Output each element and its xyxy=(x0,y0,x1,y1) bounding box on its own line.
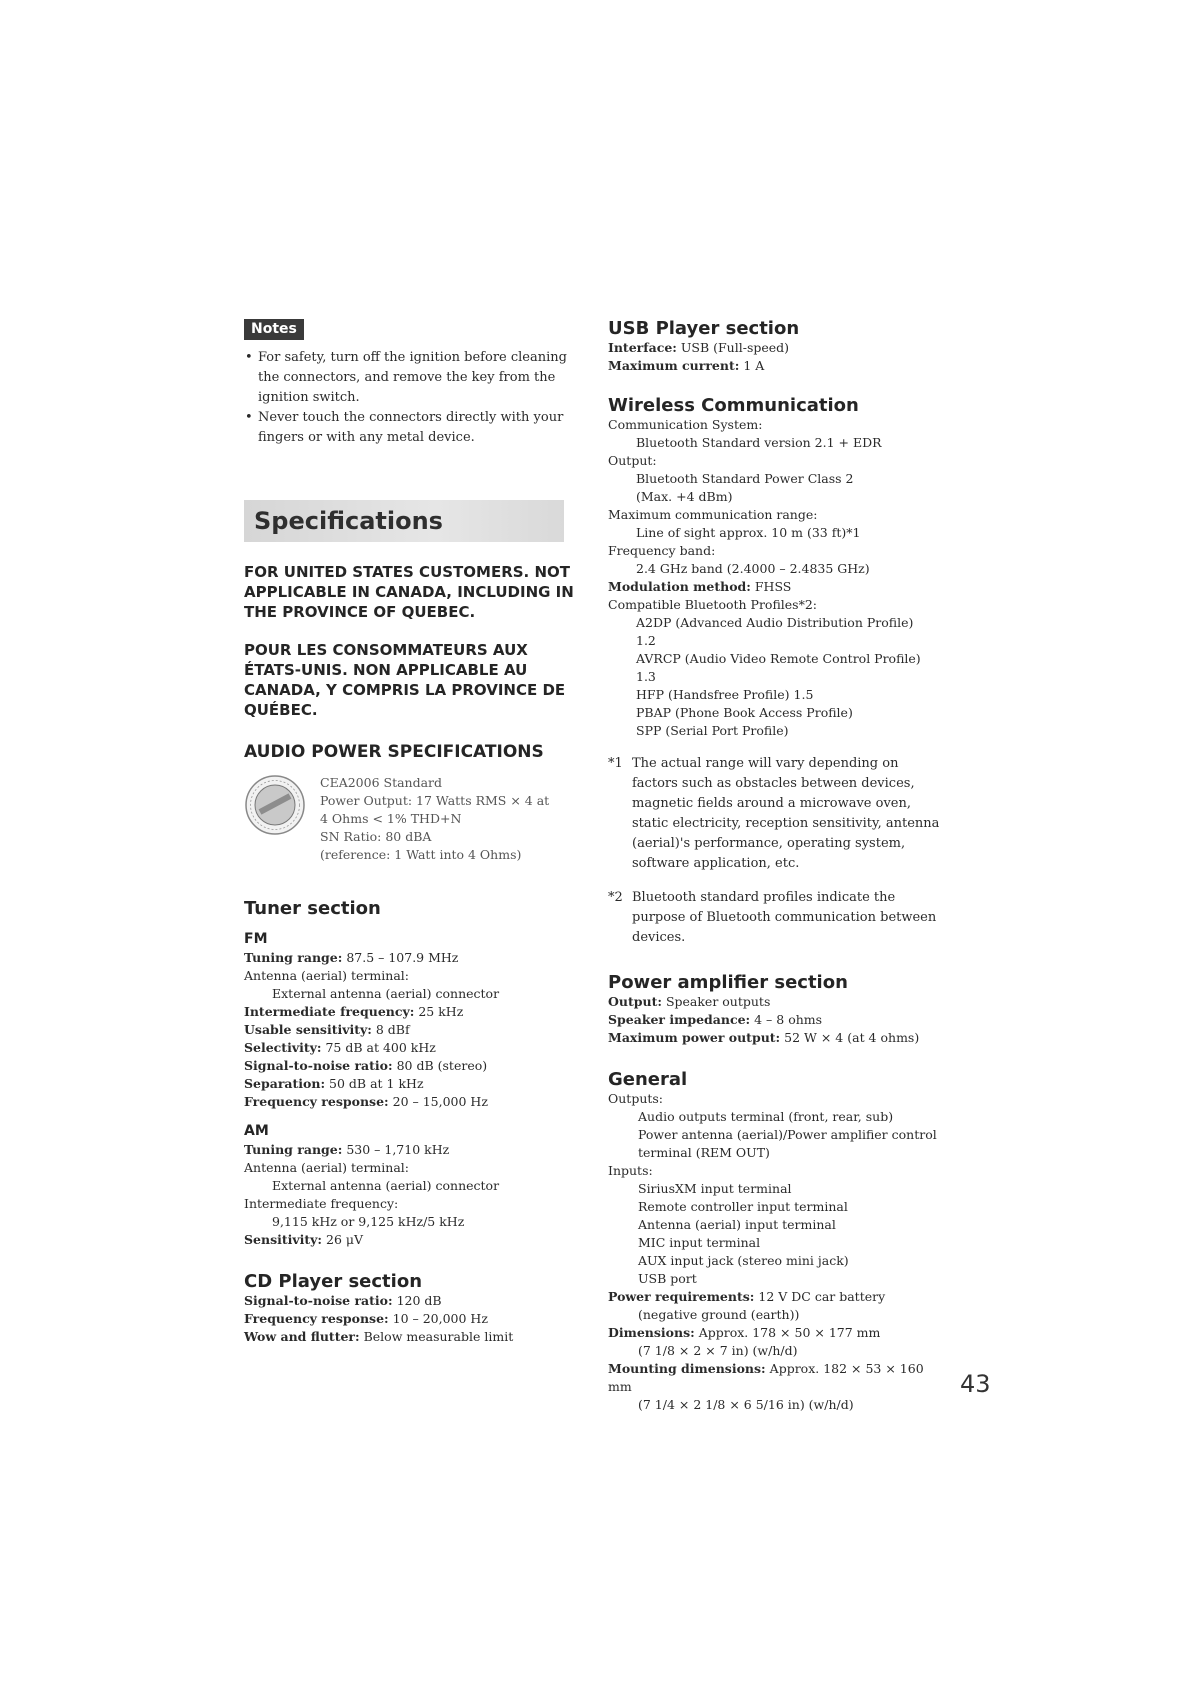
note-item: • Never touch the connectors directly with your fingers or with any metal device. xyxy=(244,408,574,448)
spec-value: (7 1/4 × 2 1/8 × 6 5/16 in) (w/h/d) xyxy=(638,1397,854,1412)
audio-line: (reference: 1 Watt into 4 Ohms) xyxy=(320,847,522,862)
spec-value: USB port xyxy=(638,1271,697,1286)
spec-row: Frequency response: 10 – 20,000 Hz xyxy=(244,1311,488,1326)
audio-power-heading: AUDIO POWER SPECIFICATIONS xyxy=(244,742,544,762)
profile-item: AVRCP (Audio Video Remote Control Profile) xyxy=(636,651,921,666)
profile-item: A2DP (Advanced Audio Distribution Profile) xyxy=(636,615,914,630)
spec-value: (7 1/8 × 2 × 7 in) (w/h/d) xyxy=(638,1343,798,1358)
spec-row: Tuning range: 87.5 – 107.9 MHz xyxy=(244,950,459,965)
tuner-heading: Tuner section xyxy=(244,898,381,919)
right-column xyxy=(608,318,948,1414)
footnote-mark: *1 xyxy=(608,756,623,771)
spec-value: Remote controller input terminal xyxy=(638,1199,848,1214)
spec-row: Maximum communication range: xyxy=(608,507,818,522)
spec-row: Inputs: xyxy=(608,1163,653,1178)
cd-heading: CD Player section xyxy=(244,1271,423,1292)
fm-heading: FM xyxy=(244,931,268,947)
spec-value: External antenna (aerial) connector xyxy=(272,986,500,1001)
spec-value: Bluetooth Standard Power Class 2 xyxy=(636,471,854,486)
spec-row: Speaker impedance: 4 – 8 ohms xyxy=(608,1012,823,1027)
spec-row: Modulation method: FHSS xyxy=(608,579,792,594)
profile-item: SPP (Serial Port Profile) xyxy=(636,723,789,738)
page-number: 43 xyxy=(960,1370,991,1398)
spec-value: Power antenna (aerial)/Power amplifier control xyxy=(638,1127,937,1142)
spec-row: Dimensions: Approx. 178 × 50 × 177 mm xyxy=(608,1325,881,1340)
spec-row: Antenna (aerial) terminal: xyxy=(244,968,409,983)
spec-row: Maximum current: 1 A xyxy=(608,358,765,373)
spec-value: 2.4 GHz band (2.4000 – 2.4835 GHz) xyxy=(636,561,870,576)
us-customers-notice: FOR UNITED STATES CUSTOMERS. NOT APPLICABLE IN CANADA, INCLUDING IN THE PROVINCE OF QUEBEC. xyxy=(244,563,574,621)
audio-line: 4 Ohms < 1% THD+N xyxy=(320,811,462,826)
spec-row: Frequency response: 20 – 15,000 Hz xyxy=(244,1094,488,1109)
spec-value: SiriusXM input terminal xyxy=(638,1181,792,1196)
footnote-mark: *2 xyxy=(608,890,623,905)
audio-line: SN Ratio: 80 dBA xyxy=(320,829,432,844)
spec-row: Separation: 50 dB at 1 kHz xyxy=(244,1076,424,1091)
audio-line: CEA2006 Standard xyxy=(320,775,443,790)
spec-row: Selectivity: 75 dB at 400 kHz xyxy=(244,1040,436,1055)
spec-value: Audio outputs terminal (front, rear, sub) xyxy=(638,1109,894,1124)
usb-heading: USB Player section xyxy=(608,318,800,339)
spec-row: Maximum power output: 52 W × 4 (at 4 ohms) xyxy=(608,1030,920,1045)
spec-value: (Max. +4 dBm) xyxy=(636,489,733,504)
note-item: • For safety, turn off the ignition before cleaning the connectors, and remove the key from the ignition switch. xyxy=(244,348,574,408)
spec-value: Line of sight approx. 10 m (33 ft)*1 xyxy=(636,525,861,540)
general-heading: General xyxy=(608,1069,688,1090)
spec-row: Signal-to-noise ratio: 80 dB (stereo) xyxy=(244,1058,488,1073)
power-amp-heading: Power amplifier section xyxy=(608,972,848,993)
notes-list xyxy=(244,348,574,448)
audio-power-lines xyxy=(320,774,549,864)
spec-value: terminal (REM OUT) xyxy=(638,1145,770,1160)
spec-value: MIC input terminal xyxy=(638,1235,761,1250)
spec-row: Tuning range: 530 – 1,710 kHz xyxy=(244,1142,450,1157)
spec-row: Outputs: xyxy=(608,1091,664,1106)
spec-row: Frequency band: xyxy=(608,543,716,558)
am-heading: AM xyxy=(244,1123,269,1139)
footnote-text: Bluetooth standard profiles indicate the purpose of Bluetooth communication between devices. xyxy=(632,890,937,945)
cea-2006-compliant-seal-icon xyxy=(244,774,306,836)
audio-line: Power Output: 17 Watts RMS × 4 at xyxy=(320,793,550,808)
us-customers-notice-fr: POUR LES CONSOMMATEURS AUX ÉTATS-UNIS. NON APPLICABLE AU CANADA, Y COMPRIS LA PROVINCE DE QUÉBEC. xyxy=(244,641,566,719)
profile-item: PBAP (Phone Book Access Profile) xyxy=(636,705,853,720)
profile-item: 1.2 xyxy=(636,633,656,648)
specifications-title: Specifications xyxy=(244,500,564,542)
spec-row: Antenna (aerial) terminal: xyxy=(244,1160,409,1175)
notes-label: Notes xyxy=(244,319,304,340)
spec-row: Interface: USB (Full-speed) xyxy=(608,340,790,355)
spec-row: Communication System: xyxy=(608,417,763,432)
spec-row: Usable sensitivity: 8 dBf xyxy=(244,1022,410,1037)
wireless-heading: Wireless Communication xyxy=(608,395,859,416)
spec-row: Mounting dimensions: Approx. 182 × 53 × 160 mm xyxy=(608,1361,924,1394)
spec-row: Output: Speaker outputs xyxy=(608,994,771,1009)
footnote xyxy=(608,754,948,874)
spec-value: AUX input jack (stereo mini jack) xyxy=(638,1253,849,1268)
profile-item: HFP (Handsfree Profile) 1.5 xyxy=(636,687,814,702)
spec-row: Signal-to-noise ratio: 120 dB xyxy=(244,1293,442,1308)
left-column xyxy=(244,318,574,1346)
spec-value: Antenna (aerial) input terminal xyxy=(638,1217,836,1232)
spec-value: External antenna (aerial) connector xyxy=(272,1178,500,1193)
footnote-text: The actual range will vary depending on factors such as obstacles between devices, magnetic fields around a microwave oven, static electricity, reception sensitivity, antenna (aerial)'s performance, operating system, software application, etc. xyxy=(632,756,940,871)
spec-value: 9,115 kHz or 9,125 kHz/5 kHz xyxy=(272,1214,465,1229)
spec-row: Sensitivity: 26 μV xyxy=(244,1232,364,1247)
audio-power-block xyxy=(244,774,574,864)
spec-row: Output: xyxy=(608,453,657,468)
spec-row: Power requirements: 12 V DC car battery xyxy=(608,1289,886,1304)
spec-row: Intermediate frequency: xyxy=(244,1196,399,1211)
spec-row: Wow and flutter: Below measurable limit xyxy=(244,1329,514,1344)
footnote xyxy=(608,888,948,948)
spec-value: Bluetooth Standard version 2.1 + EDR xyxy=(636,435,882,450)
profile-item: 1.3 xyxy=(636,669,656,684)
spec-row: Intermediate frequency: 25 kHz xyxy=(244,1004,464,1019)
spec-value: (negative ground (earth)) xyxy=(638,1307,800,1322)
spec-row: Compatible Bluetooth Profiles*2: xyxy=(608,597,818,612)
